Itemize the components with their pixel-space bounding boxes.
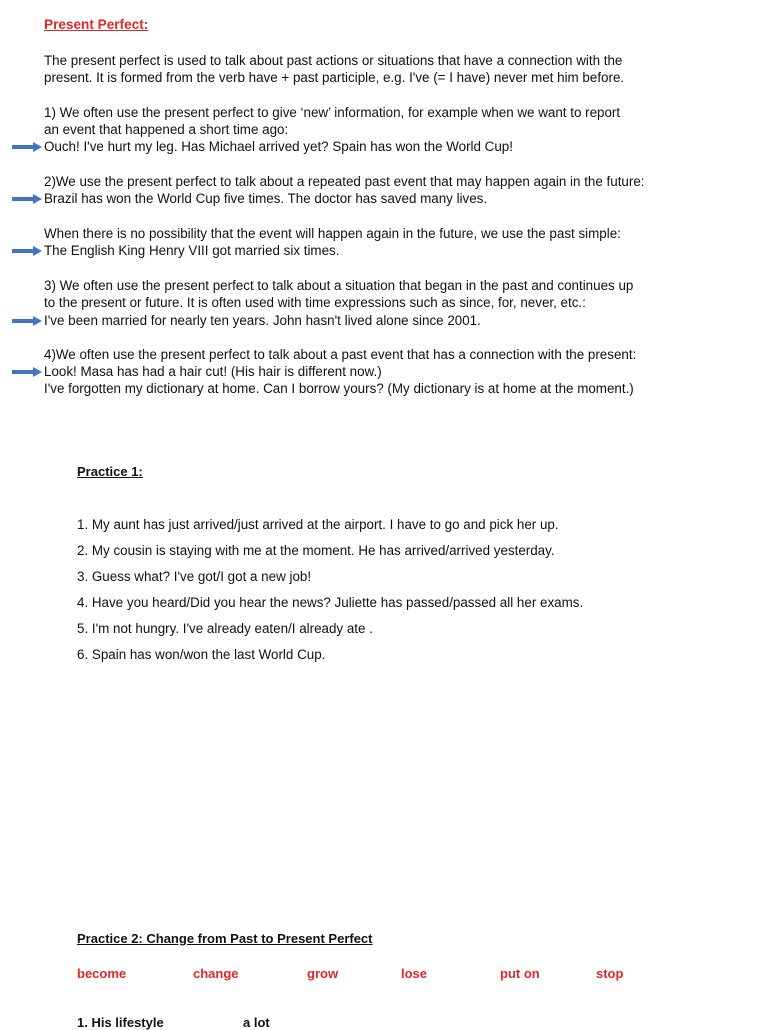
arrow-icon bbox=[12, 246, 42, 256]
practice1-item: 5. I'm not hungry. I've already eaten/I already ate . bbox=[77, 621, 373, 636]
rule-text: 3) We often use the present perfect to talk about a situation that began in the past and continues up bbox=[44, 278, 634, 293]
practice1-item: 2. My cousin is staying with me at the moment. He has arrived/arrived yesterday. bbox=[77, 543, 555, 558]
title: Present Perfect: bbox=[44, 17, 149, 32]
practice1-heading: Practice 1: bbox=[77, 464, 143, 479]
exercise-line-end: a lot bbox=[243, 1015, 270, 1030]
word-bank-item: become bbox=[77, 966, 127, 981]
rule-text: an event that happened a short time ago: bbox=[44, 122, 289, 137]
rule-example: I've forgotten my dictionary at home. Can I borrow yours? (My dictionary is at home at the moment.) bbox=[44, 381, 634, 396]
practice1-item: 6. Spain has won/won the last World Cup. bbox=[77, 647, 326, 662]
rule-text: 2)We use the present perfect to talk about a repeated past event that may happen again in the future: bbox=[44, 174, 645, 189]
word-bank-item: lose bbox=[401, 966, 428, 981]
rule-example: The English King Henry VIII got married six times. bbox=[44, 243, 340, 258]
word-bank-item: grow bbox=[307, 966, 339, 981]
practice1-item: 1. My aunt has just arrived/just arrived at the airport. I have to go and pick her up. bbox=[77, 517, 559, 532]
rule-text: 1) We often use the present perfect to give ‘new’ information, for example when we want to report bbox=[44, 105, 621, 120]
exercise-line-start: 1. His lifestyle bbox=[77, 1015, 164, 1030]
rule-example: I've been married for nearly ten years. John hasn't lived alone since 2001. bbox=[44, 313, 481, 328]
word-bank-item: change bbox=[193, 966, 239, 981]
arrow-icon bbox=[12, 194, 42, 204]
rule-example: Ouch! I've hurt my leg. Has Michael arrived yet? Spain has won the World Cup! bbox=[44, 139, 513, 154]
word-bank-item: stop bbox=[596, 966, 624, 981]
practice2-heading: Practice 2: Change from Past to Present Perfect bbox=[77, 931, 373, 946]
word-bank-item: put on bbox=[500, 966, 540, 981]
intro-line: The present perfect is used to talk about past actions or situations that have a connection with the bbox=[44, 53, 623, 68]
rule-text: to the present or future. It is often used with time expressions such as since, for, never, etc.: bbox=[44, 295, 586, 310]
intro-line: present. It is formed from the verb have + past participle, e.g. I've (= I have) never met him before. bbox=[44, 70, 625, 85]
rule-example: Look! Masa has had a hair cut! (His hair is different now.) bbox=[44, 364, 382, 379]
arrow-icon bbox=[12, 316, 42, 326]
arrow-icon bbox=[12, 142, 42, 152]
rule-text: 4)We often use the present perfect to talk about a past event that has a connection with the present: bbox=[44, 347, 637, 362]
rule-text: When there is no possibility that the event will happen again in the future, we use the past simple: bbox=[44, 226, 621, 241]
arrow-icon bbox=[12, 367, 42, 377]
practice1-item: 3. Guess what? I've got/I got a new job! bbox=[77, 569, 312, 584]
practice1-item: 4. Have you heard/Did you hear the news? Juliette has passed/passed all her exams. bbox=[77, 595, 584, 610]
rule-example: Brazil has won the World Cup five times. The doctor has saved many lives. bbox=[44, 191, 488, 206]
